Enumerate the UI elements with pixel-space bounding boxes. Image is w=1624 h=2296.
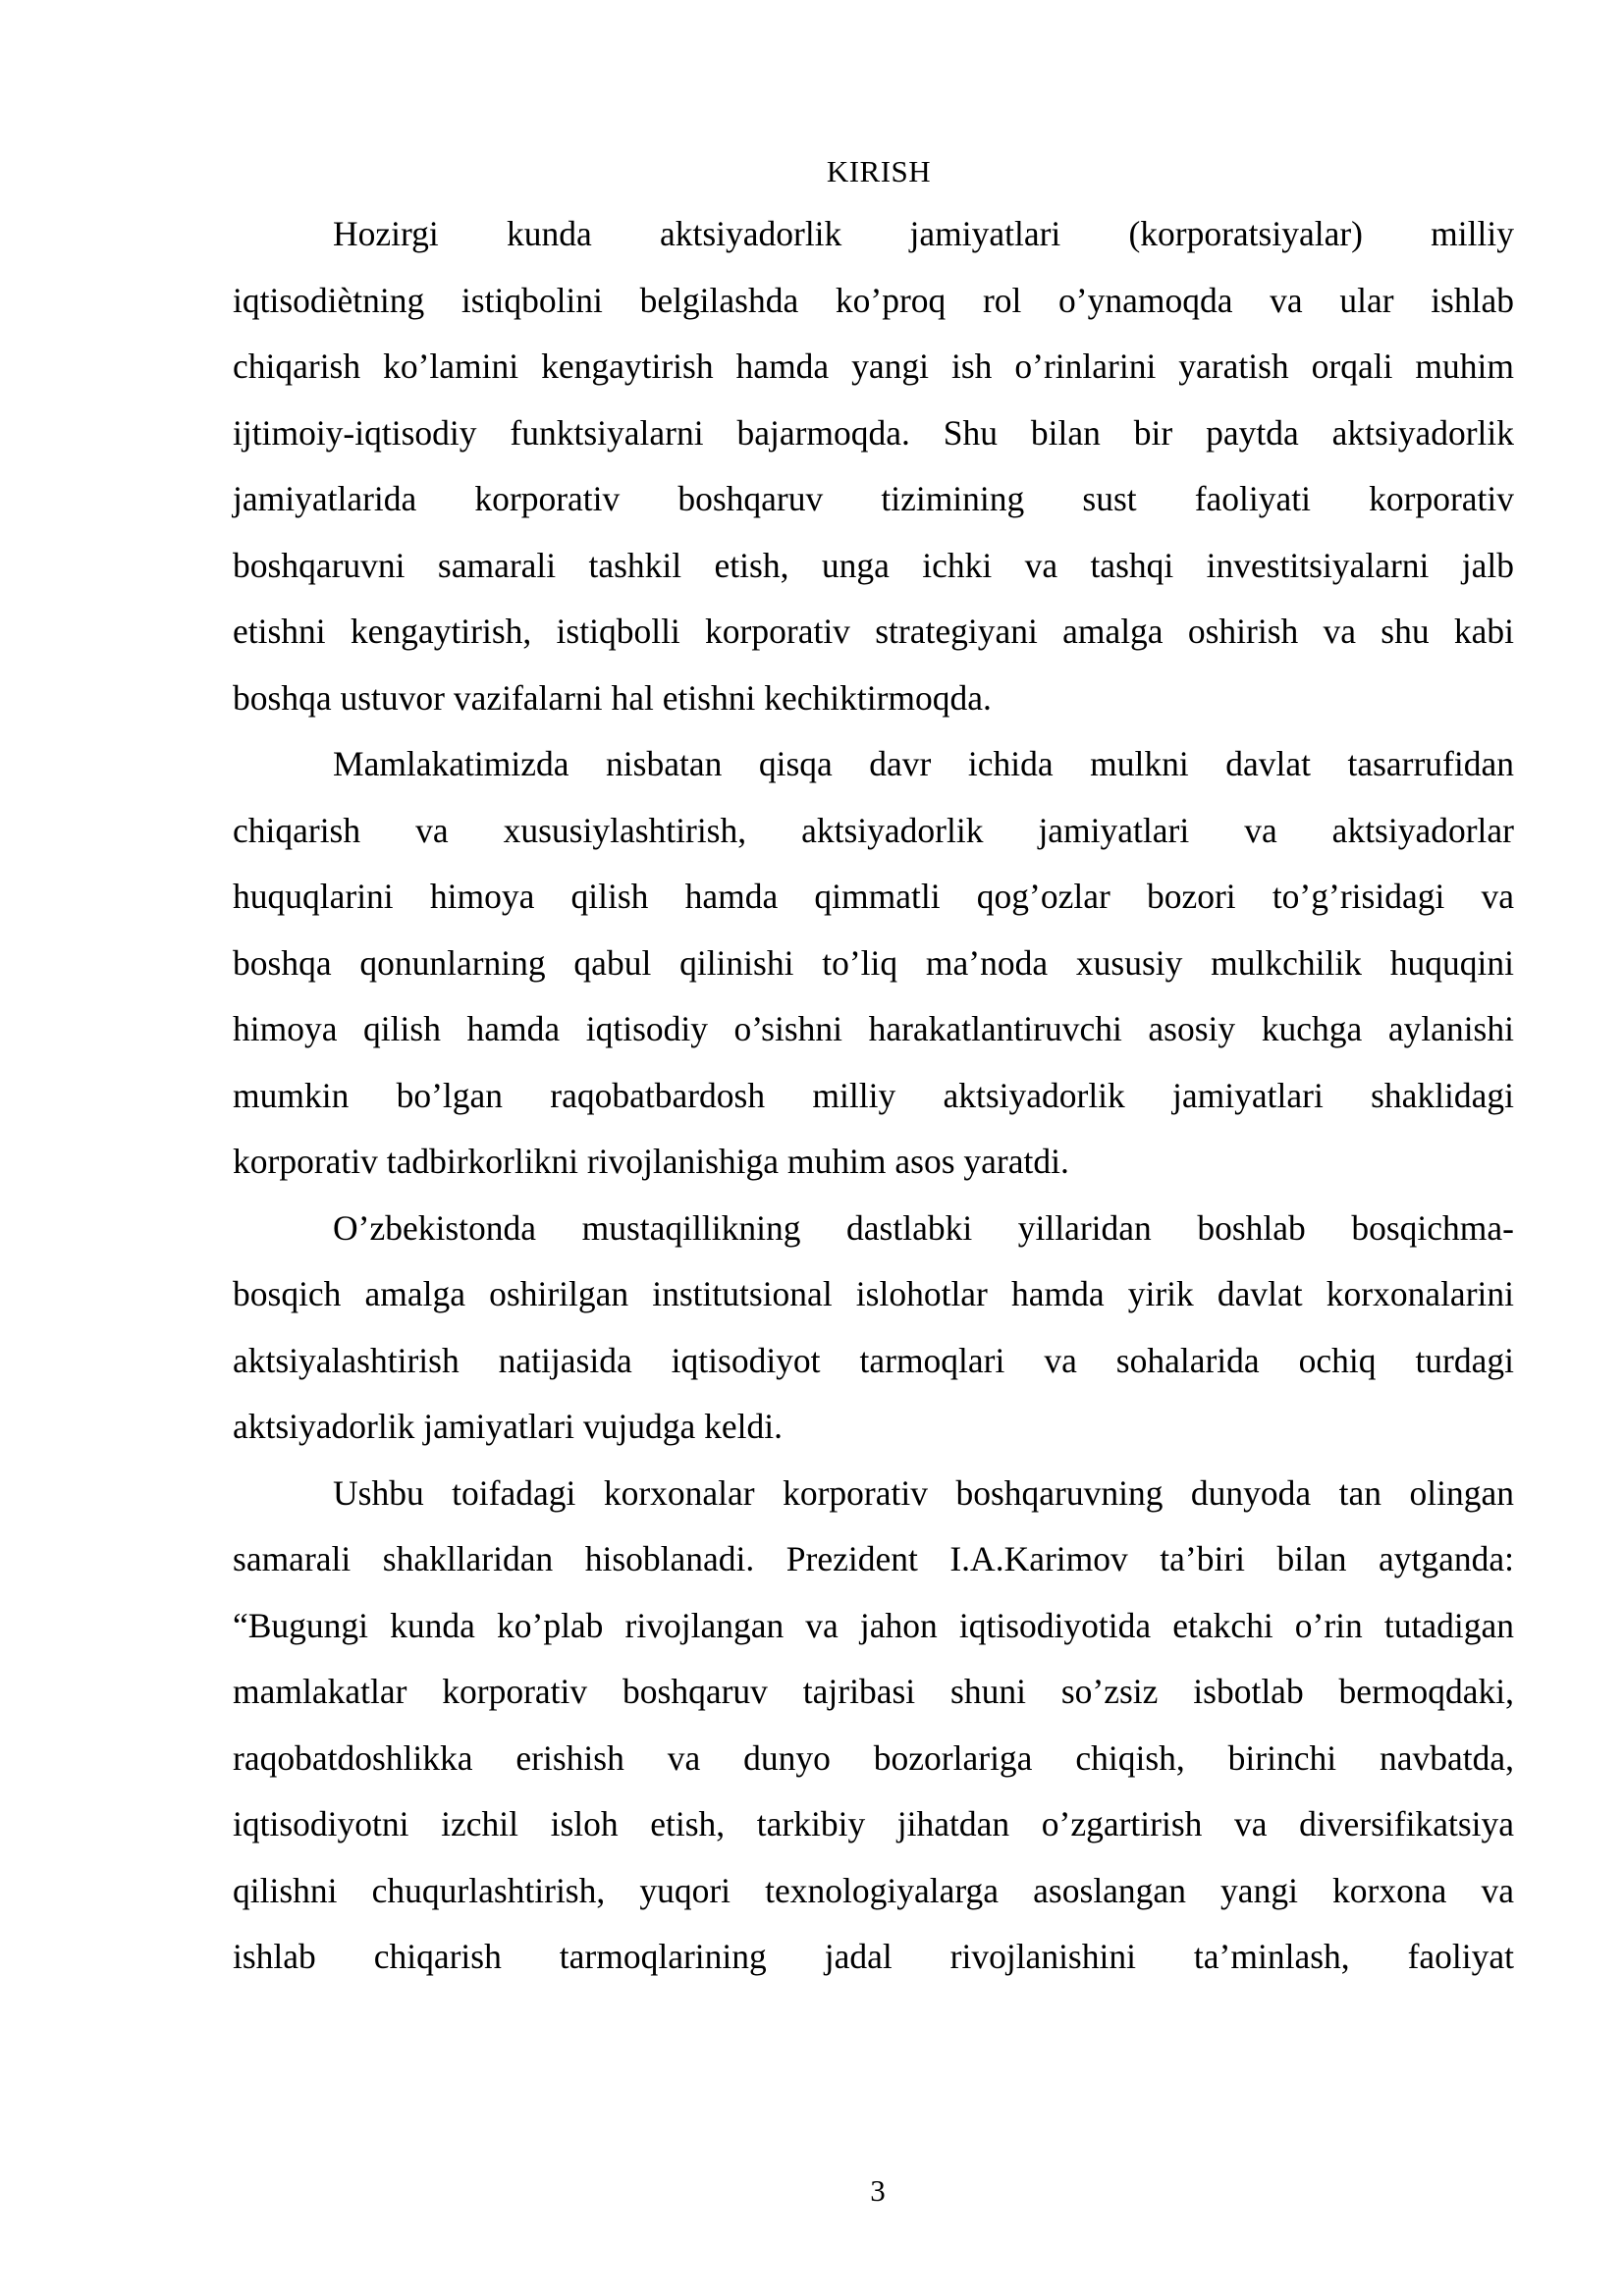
section-heading: KIRISH — [826, 154, 932, 188]
text-line: aktsiyalashtirish natijasida iqtisodiyot tarmoqlari va sohalarida ochiq turdagi — [233, 1340, 1514, 1380]
text-line: samarali shakllaridan hisoblanadi. Prezident I.A.Karimov ta’biri bilan aytganda: — [233, 1539, 1514, 1578]
text-line: korporativ tadbirkorlikni rivojlanishiga muhim asos yaratdi. — [233, 1142, 1069, 1181]
text-line: chiqarish ko’lamini kengaytirish hamda yangi ish o’rinlarini yaratish orqali muhim — [233, 347, 1514, 386]
text-line: mumkin bo’lgan raqobatbardosh milliy aktsiyadorlik jamiyatlari shaklidagi — [233, 1075, 1514, 1115]
text-line: ishlab chiqarish tarmoqlarining jadal rivojlanishini ta’minlash, faoliyat — [233, 1937, 1514, 1976]
text-line: Hozirgi kunda aktsiyadorlik jamiyatlari (korporatsiyalar) milliy — [333, 214, 1514, 253]
text-line: boshqa ustuvor vazifalarni hal etishni kechiktirmoqda. — [233, 677, 992, 718]
text-line: raqobatdoshlikka erishish va dunyo bozorlariga chiqish, birinchi navbatda, — [233, 1737, 1514, 1778]
text-line: ijtimoiy-iqtisodiy funktsiyalarni bajarmoqda. Shu bilan bir paytda aktsiyadorlik — [233, 412, 1514, 453]
text-line: boshqa qonunlarning qabul qilinishi to’liq ma’noda xususiy mulkchilik huquqini — [233, 942, 1514, 983]
text-line: iqtisodiètning istiqbolini belgilashda ko’proq rol o’ynamoqda va ular ishlab — [233, 280, 1514, 320]
text-line: huquqlarini himoya qilish hamda qimmatli qog’ozlar bozori to’g’risidagi va — [233, 877, 1514, 916]
text-line: aktsiyadorlik jamiyatlari vujudga keldi. — [233, 1407, 783, 1446]
text-line: mamlakatlar korporativ boshqaruv tajribasi shuni so’zsiz isbotlab bermoqdaki, — [233, 1672, 1514, 1711]
text-line: etishni kengaytirish, istiqbolli korporativ strategiyani amalga oshirish va shu kabi — [233, 612, 1514, 651]
text-line: iqtisodiyotni izchil isloh etish, tarkibiy jihatdan o’zgartirish va diversifikatsiya — [233, 1804, 1514, 1843]
page-number: 3 — [870, 2173, 886, 2208]
text-line: chiqarish va xususiylashtirish, aktsiyadorlik jamiyatlari va aktsiyadorlar — [233, 810, 1514, 850]
text-line: himoya qilish hamda iqtisodiy o’sishni harakatlantiruvchi asosiy kuchga aylanishi — [233, 1009, 1514, 1048]
text-line: jamiyatlarida korporativ boshqaruv tizimining sust faoliyati korporativ — [233, 479, 1514, 518]
text-line: “Bugungi kunda ko’plab rivojlangan va jahon iqtisodiyotida etakchi o’rin tutadigan — [233, 1605, 1514, 1645]
text-line: bosqich amalga oshirilgan institutsional islohotlar hamda yirik davlat korxonalarini — [233, 1274, 1514, 1313]
text-line: Mamlakatimizda nisbatan qisqa davr ichida mulkni davlat tasarrufidan — [333, 744, 1514, 783]
body-text — [233, 201, 1514, 1991]
text-line: boshqaruvni samarali tashkil etish, unga ichki va tashqi investitsiyalarni jalb — [233, 545, 1514, 585]
text-line: Ushbu toifadagi korxonalar korporativ boshqaruvning dunyoda tan olingan — [333, 1472, 1514, 1513]
text-line: qilishni chuqurlashtirish, yuqori texnologiyalarga asoslangan yangi korxona va — [233, 1870, 1514, 1910]
text-line: O’zbekistonda mustaqillikning dastlabki yillaridan boshlab bosqichma- — [333, 1207, 1514, 1248]
